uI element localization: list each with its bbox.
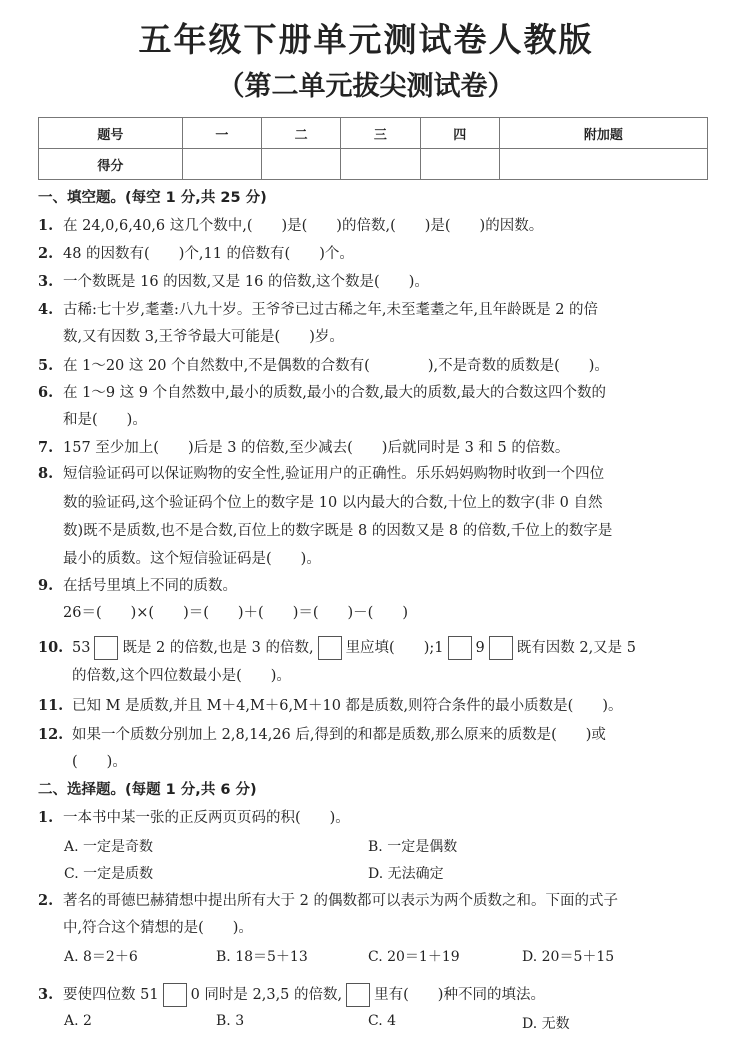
question-line: 26＝( )×( )＝( )＋( )＝( )－( ) xyxy=(63,605,408,621)
answer-box xyxy=(163,983,187,1007)
question-line: 的倍数,这个四位数最小是( )。 xyxy=(72,668,291,684)
question: 7. 157 至少加上( )后是 3 的倍数,至少减去( )后就同时是 3 和 5 的倍数。 xyxy=(38,439,570,456)
option: D. 20＝5＋15 xyxy=(522,949,615,965)
question: 3. 要使四位数 51 0 同时是 2,3,5 的倍数, 里有( )种不同的填法。 xyxy=(38,983,545,1007)
answer-box xyxy=(346,983,370,1007)
question-line: 数,又有因数 3,王爷爷最大可能是( )岁。 xyxy=(63,329,344,345)
question: 3. 一个数既是 16 的因数,又是 16 的倍数,这个数是( )。 xyxy=(38,273,429,290)
header-cell: 四 xyxy=(420,118,499,149)
question: 4. 古稀:七十岁,耄耋:八九十岁。王爷爷已过古稀之年,未至耄耋之年,且年龄既是 2 的倍 xyxy=(38,301,599,318)
question-line: 中,符合这个猜想的是( )。 xyxy=(63,920,253,936)
question-line: 最小的质数。这个短信验证码是( )。 xyxy=(63,551,321,567)
option: A. 一定是奇数 xyxy=(64,839,154,855)
score-cell xyxy=(420,149,499,180)
option: C. 4 xyxy=(368,1013,397,1029)
header-cell: 二 xyxy=(261,118,340,149)
score-row-label: 得分 xyxy=(39,149,183,180)
header-cell: 三 xyxy=(341,118,420,149)
option: B. 3 xyxy=(216,1013,245,1029)
question: 12. 如果一个质数分别加上 2,8,14,26 后,得到的和都是质数,那么原来的质数是( )或 xyxy=(38,726,606,743)
option: D. 无法确定 xyxy=(368,866,444,882)
question-line: 和是( )。 xyxy=(63,412,147,428)
exam-title: 五年级下册单元测试卷人教版 xyxy=(138,20,594,59)
question: 1. 在 24,0,6,40,6 这几个数中,( )是( )的倍数,( )是( )的因数。 xyxy=(38,217,544,234)
option: B. 18＝5＋13 xyxy=(216,949,308,965)
answer-box xyxy=(489,636,513,660)
score-cell xyxy=(182,149,261,180)
header-cell: 一 xyxy=(182,118,261,149)
question-line: 数)既不是质数,也不是合数,百位上的数字既是 8 的因数又是 8 的倍数,千位上的数字是 xyxy=(63,523,613,539)
question: 9. 在括号里填上不同的质数。 xyxy=(38,577,237,594)
score-table xyxy=(38,117,708,180)
answer-box xyxy=(318,636,342,660)
header-cell: 题号 xyxy=(39,118,183,149)
question: 2. 48 的因数有( )个,11 的倍数有( )个。 xyxy=(38,245,354,262)
question: 6. 在 1～9 这 9 个自然数中,最小的质数,最小的合数,最大的质数,最大的合数这四个数的 xyxy=(38,384,607,401)
section-heading: 二、选择题。(每题 1 分,共 6 分) xyxy=(38,782,257,798)
answer-box xyxy=(448,636,472,660)
question: 2. 著名的哥德巴赫猜想中提出所有大于 2 的偶数都可以表示为两个质数之和。下面的式子 xyxy=(38,892,618,909)
question-line: ( )。 xyxy=(72,754,127,770)
option: C. 20＝1＋19 xyxy=(368,949,460,965)
option: A. 2 xyxy=(64,1013,92,1029)
option: C. 一定是质数 xyxy=(64,866,154,882)
question: 5. 在 1～20 这 20 个自然数中,不是偶数的合数有( ),不是奇数的质数是( )。 xyxy=(38,357,609,374)
section-heading: 一、填空题。(每空 1 分,共 25 分) xyxy=(38,190,267,206)
question-line: 数的验证码,这个验证码个位上的数字是 10 以内最大的合数,十位上的数字(非 0 自然 xyxy=(63,495,603,511)
option: D. 无数 xyxy=(522,1016,570,1032)
option: A. 8＝2＋6 xyxy=(64,949,138,965)
exam-subtitle: （第二单元拔尖测试卷） xyxy=(217,71,515,102)
header-cell: 附加题 xyxy=(499,118,707,149)
question: 1. 一本书中某一张的正反两页页码的积( )。 xyxy=(38,809,350,826)
question: 8. 短信验证码可以保证购物的安全性,验证用户的正确性。乐乐妈妈购物时收到一个四位 xyxy=(38,465,605,482)
question: 10. 53 既是 2 的倍数,也是 3 的倍数, 里应填( );1 9 既有因数 2,又是 5 xyxy=(38,636,636,660)
question: 11. 已知 M 是质数,并且 M＋4,M＋6,M＋10 都是质数,则符合条件的最小质数是( )。 xyxy=(38,697,623,714)
score-cell xyxy=(341,149,420,180)
answer-box xyxy=(94,636,118,660)
score-cell xyxy=(261,149,340,180)
option: B. 一定是偶数 xyxy=(368,839,458,855)
score-cell xyxy=(499,149,707,180)
